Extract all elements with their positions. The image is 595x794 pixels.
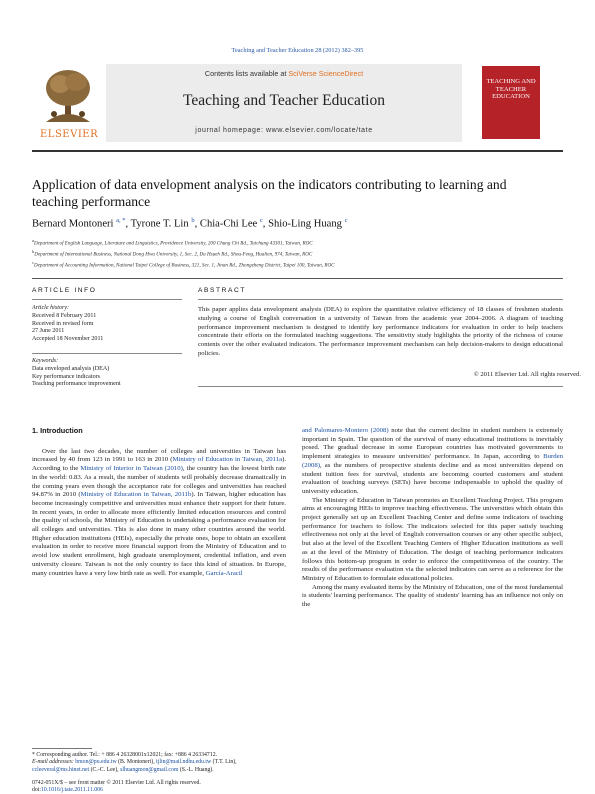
elsevier-logo [40,66,99,140]
text-run: Over the last two decades, the number of colleges and universities in Taiwan has increased by 40 from 123 in 1991 to 163 in 2010 ( [32,447,286,464]
affiliation-mark: b [32,249,35,255]
history-item: Received 8 February 2011 [32,312,97,319]
email-link[interactable]: tjlin@mail.ndhu.edu.tw [156,759,212,766]
affiliation-text: Department of Accounting Information, National Taipei College of Business, 321, Sec. 1, Jinan Rd., Zhongzheng District, Taipei 100, Taiwan, ROC [33,263,335,270]
footnote-contact: * Corresponding author. Tel.: + 886 4 26328001x12021; fax: +886 4 26334712. [32,751,218,758]
author-affiliation-mark[interactable]: a, * [116,217,126,224]
author-name: Chia-Chi Lee [199,218,258,230]
publisher-name[interactable]: ELSEVIER [40,129,99,140]
affiliation-text: Department of English Language, Literature and Linguistics, Providence University, 200 Chung Chi Rd., Taichung 43301, Taiwan, ROC [33,240,313,247]
text-run: note that the current decline in student numbers is extremely important in Spain. The question of the survival of many educational institutions is inevitably posed. The gradual decrease in some European countries has motivated governments to implement strategies to measure universities' performance. In Japan, according to [302,427,564,461]
journal-homepage[interactable]: journal homepage: www.elsevier.com/locate/tate [195,127,373,134]
email-owner: (S.-L. Huang). [178,766,214,773]
issn-line: 0742-051X/$ – see front matter © 2011 Elsevier Ltd. All rights reserved. [32,780,201,786]
abstract-text: This paper applies data envelopment analysis (DEA) to explore the quantitative relative efficiency of 18 classes of freshmen students studying a course of English conversation in a university of Taiwan from the academic year 2004–2006. A diagram of teaching performance improvement mechanism is designed to identify key performance indicators for evaluation in order to help teachers concentrate their efforts on the formulated teaching suggestions. The sensitivity study highlights the priority of the richness of course contents over the other evaluated indicators. The performance improvement mechanism can help decision-makers to design educational policies. [198,306,563,357]
contents-prefix: Contents lists available at [204,69,289,78]
article-history [32,305,182,344]
journal-title: Teaching and Teacher Education [183,92,385,109]
sciencedirect-link[interactable]: SciVerse ScienceDirect [288,69,364,78]
author-name: Tyrone T. Lin [130,218,189,230]
text-run: , as the numbers of prospective students decline and as most universities depend on student tuition fees for survival, students are becoming courted customers and student evaluation of teaching surveys (SETs) have become indispensable to uphold the quality of university education. [302,461,563,495]
email-owner: (C.-C. Lee), [89,766,121,773]
contents-line [106,69,462,78]
affiliation-item [32,259,562,270]
email-link[interactable]: slhuangmon@gmail.com [120,766,179,773]
doi-label: doi: [32,787,42,793]
body-paragraph: Among the many evaluated items by the Ministry of Education, one of the most fundamental is students' learning performance. The quality of students' learning has an influence not only on the [302,583,564,609]
cover-title: TEACHING AND TEACHER EDUCATION [486,78,536,100]
affiliation-text: Department of International Business, National Dong Hwa University, 1, Sec. 2, Da Hsueh Rd., Shou-Feng, Hualien, 974, Taiwan, ROC [34,251,313,258]
body-paragraph [302,427,563,497]
citation-link[interactable]: García-Aracil [205,569,243,577]
history-item: Accepted 18 November 2011 [32,336,104,343]
citation-link[interactable]: and Palomares-Montero (2008) [302,427,389,434]
article-info-heading: ARTICLE INFO [32,287,97,294]
journal-masthead [106,64,462,142]
text-run: ). According to the [32,456,287,473]
article-info-divider [32,299,182,300]
affiliation-mark: c [32,260,34,266]
footnote-emails [32,759,286,774]
article-title: Application of data envelopment analysis on the indicators contributing to learning and teaching performance [32,177,507,209]
email-owner: (T.T. Lin), [212,759,237,766]
history-item: 27 June 2011 [32,328,65,335]
article-info-divider [32,353,182,354]
abstract-copyright: © 2011 Elsevier Ltd. All rights reserved. [473,371,581,378]
journal-reference[interactable]: Teaching and Teacher Education 28 (2012) 382–395 [231,47,364,54]
citation-link[interactable]: Ministry of Interior in Taiwan (2010) [80,465,183,473]
affiliation-mark: a [32,238,34,243]
doi-link[interactable]: 10.1016/j.tate.2011.11.006 [41,787,103,793]
body-paragraph: The Ministry of Education in Taiwan promotes an Excellent Teaching Project. This program aims at encouraging HEIs to improve teaching effectiveness. The universities which obtain this project generally set up an Excellent Teaching Center and define some indicators of teaching performance for teachers to follow. The indicators selected for this paper satisfy teaching effectiveness not only at the level of English conversation courses or any other specific subject, but also at the level of the Excellent Teaching Centers of Higher Education institutions as well as at the level of the Ministry of Education. The design of teaching performance indicators follows this bottom-up program in order to enforce the competitiveness of the country. The results of the performance evaluation via the selected indicators can serve as a reference for the Ministry of Education to formulate educational policies. [302,496,563,582]
affiliations [32,237,562,271]
body-column-left [32,427,286,578]
author-list: Bernard Montoneri $^{a, *}$, Tyrone T. Lin $^b$, Chia-Chi Lee $^c$, Shio-Ling Huang $^c$ [32,217,348,230]
keyword-item: Key performance indicators [32,373,101,380]
introduction-heading: 1. Introduction [32,426,83,435]
journal-banner [40,64,555,144]
keywords-label: Keywords: [32,358,59,364]
abstract-divider [198,299,563,300]
journal-cover-thumbnail[interactable] [482,66,540,139]
author-name: Shio-Ling Huang [268,218,342,230]
affiliation-item [32,248,562,259]
affiliation-item [32,237,562,248]
email-owner: (B. Montoneri), [116,759,157,766]
doi-line [32,787,292,794]
citation-link[interactable]: Ministry of Education in Taiwan, 2011a [172,456,283,464]
elsevier-tree-icon [40,66,96,124]
abstract-heading: ABSTRACT [198,287,246,294]
text-run: ). In Taiwan, higher education has become increasingly competitive and universities must enhance their support for their future. In recent years, in order to allocate more efficiently limited education resources and control the quality of schools, the Ministry of Education is undertaking a performance evaluation for all colleges and universities. This is also done in many other countries around the world. Higher education institutions (HEIs), especially the private ones, hope to obtain an excellent evaluation in order to receive more financial support from the Ministry of Education and to avoid low student enrollment, high graduate unemployment, credential inflation, and even university closure. Taiwan is not the only country to face this kind of situation. In Europe, many countries have a very low birth rate as well. For example, [32,491,287,577]
author-affiliation-mark[interactable]: c [259,217,263,224]
history-label: Article history: [32,305,70,311]
citation-link[interactable]: Burden (2008) [302,453,563,469]
author-affiliation-mark[interactable]: c [344,217,348,224]
body-column-right [302,427,563,610]
email-label: E-mail addresses: [32,759,76,766]
keyword-item: Teaching performance improvement [32,381,121,388]
author-name: Bernard Montoneri [32,218,114,230]
text-run: , the country has the lowest birth rate in the world: 0.83. As a result, the number of students will probably decrease dramatically in the coming years even though the acceptance rate for colleges and universities has reached 94.87% in 2010 ( [32,465,286,499]
body-paragraph [32,448,286,579]
keywords [32,358,182,389]
history-item: Received in revised form [32,320,94,327]
corresponding-author-footnote [32,748,286,774]
citation-link[interactable]: Ministry of Education in Taiwan, 2011b [80,491,192,499]
email-link[interactable]: bmon@pu.edu.tw [75,759,117,766]
section-divider [32,278,563,279]
abstract-divider [198,386,563,387]
author-affiliation-mark[interactable]: b [191,217,195,224]
header-divider [32,150,563,152]
email-link[interactable]: ccleeveral@ms.hinet.net [32,766,90,773]
footnote-divider [32,748,92,749]
keyword-item: Data enveloped analysis (DEA) [32,365,110,372]
